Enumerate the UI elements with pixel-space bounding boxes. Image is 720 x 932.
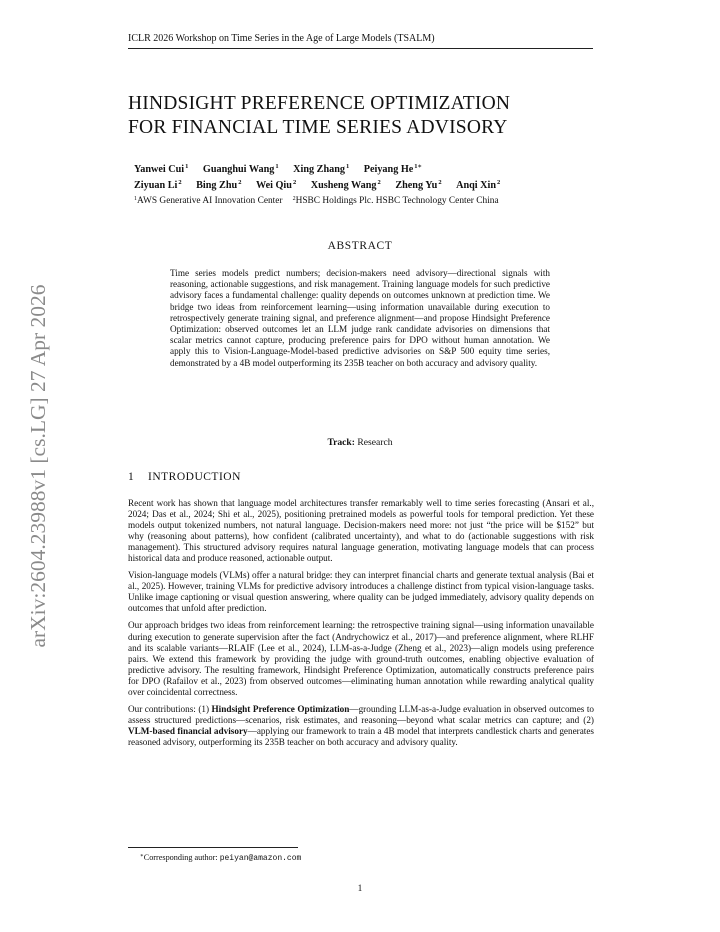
page-number: 1 bbox=[357, 884, 363, 894]
author: Zheng Yu$^2$ bbox=[395, 179, 442, 191]
author: Ziyuan Li$^2$ bbox=[134, 179, 182, 191]
author-row-2 bbox=[134, 176, 604, 192]
email-link[interactable]: peiyan@amazon.com bbox=[219, 854, 302, 863]
footnote-rule bbox=[128, 847, 298, 848]
author: Guanghui Wang$^1$ bbox=[202, 163, 279, 175]
title-line-1: HINDSIGHT PREFERENCE OPTIMIZATION bbox=[128, 93, 511, 114]
section-heading bbox=[128, 471, 241, 483]
track-value: Research bbox=[357, 437, 393, 448]
section-title: INTRODUCTION bbox=[148, 471, 241, 483]
author: Bing Zhu$^2$ bbox=[196, 179, 242, 191]
author: Peiyang $He^{1∗}$ bbox=[363, 163, 423, 175]
affiliation-2: HSBC Holdings Plc. HSBC Technology Center China bbox=[295, 196, 499, 206]
author-block bbox=[134, 160, 604, 192]
author: Xing Zhang$^1$ bbox=[293, 163, 350, 175]
footnote: ∗Corresponding author: peiyan@amazon.com bbox=[140, 853, 302, 863]
running-header: ICLR 2026 Workshop on Time Series in the Age of Large Models (TSALM) bbox=[128, 33, 593, 49]
paragraph: Our approach bridges two ideas from reinforcement learning: the retrospective training signal—using information unavailable during execution to generate supervision after the fact (Andrychowicz et al., 2017)—and preference alignment, where RLHF and its scalable variants—RLAIF (Lee et al., 2024), LLM-as-a-Judge (Zheng et al., 2023)—align models using preference pairs. We extend this framework by providing the judge with ground-truth outcomes, enabling objective evaluation of predictive advisory. The resulting framework, Hindsight Preference Optimization, automatically constructs preference pairs for DPO (Rafailov et al., 2023) from observed outcomes—eliminating human annotation while rewarding analytical quality over coincidental correctness. bbox=[128, 620, 594, 697]
author: Xusheng Wang$^2$ bbox=[310, 179, 381, 191]
abstract-text: Time series models predict numbers; decision-makers need advisory—directional signals with reasoning, actionable suggestions, and risk management. Training language models for such predictive advisory faces a fundamental challenge: quality depends on outcomes unknown at prediction time. We bridge two ideas from reinforcement learning—using information unavailable during execution to retrospectively generate training signal, and preference alignment—and propose Hindsight Preference Optimization: observed outcomes let an LLM judge rank candidate advisories on dimensions that scalar metrics cannot capture, producing preference pairs for DPO without human annotation. We apply this to Vision-Language-Model-based predictive advisories on S&P 500 equity time series, demonstrated by a 4B model outperforming its 235B teacher on both accuracy and advisory quality. bbox=[170, 268, 550, 368]
author: Wei Qiu$^2$ bbox=[255, 179, 297, 191]
affiliations: $^1$AWS Generative AI Innovation Center $^2$HSBC Holdings Plc. HSBC Technology Center China bbox=[134, 196, 499, 206]
abstract-heading: ABSTRACT bbox=[327, 240, 393, 252]
section-number: 1 bbox=[128, 471, 135, 483]
arxiv-watermark: arXiv:2604.23988v1 [cs.LG] 27 Apr 2026 bbox=[26, 284, 50, 648]
paragraph-contributions: Our contributions: (1) Hindsight Preference Optimization—grounding LLM-as-a-Judge evaluation in observed outcomes to assess structured predictions—scenarios, risk estimates, and reasoning—beyond what scalar metrics can capture; and (2) VLM-based financial advisory—applying our framework to train a 4B model that interprets candlestick charts and generates reasoned advisory, outperforming its 235B teacher on both accuracy and advisory quality. bbox=[128, 703, 595, 747]
body-text bbox=[128, 498, 594, 754]
author: Anqi Xin$^2$ bbox=[456, 179, 501, 191]
track-line bbox=[0, 437, 720, 448]
paragraph: Vision-language models (VLMs) offer a natural bridge: they can interpret financial charts and generate textual analysis (Bai et al., 2025). However, training VLMs for predictive advisory introduces a challenge distinct from typical vision-language tasks. Unlike image captioning or visual question answering, where quality can be judged immediately, advisory quality depends on outcomes that unfold after prediction. bbox=[128, 570, 594, 614]
author-row-1 bbox=[134, 160, 604, 176]
paper-title bbox=[128, 92, 598, 140]
paragraph: Recent work has shown that language model architectures transfer remarkably well to time series forecasting (Ansari et al., 2024; Das et al., 2024; Shi et al., 2025), positioning pretrained models as powerful tools for temporal prediction. Yet these models output tokenized numbers, not natural language. Decision-makers need more: not just “the price will be $152” but why (reasoning about patterns), how confident (calibrated uncertainty), and what to do (actionable suggestions with risk management). This structured advisory requires natural language generation, motivating language models that can process historical data and produce reasoned, actionable output. bbox=[128, 498, 594, 564]
author: Yanwei Cui$^1$ bbox=[134, 163, 189, 175]
affiliation-1: AWS Generative AI Innovation Center bbox=[137, 196, 283, 206]
track-label: Track: bbox=[327, 437, 355, 448]
title-line-2: FOR FINANCIAL TIME SERIES ADVISORY bbox=[128, 117, 508, 138]
